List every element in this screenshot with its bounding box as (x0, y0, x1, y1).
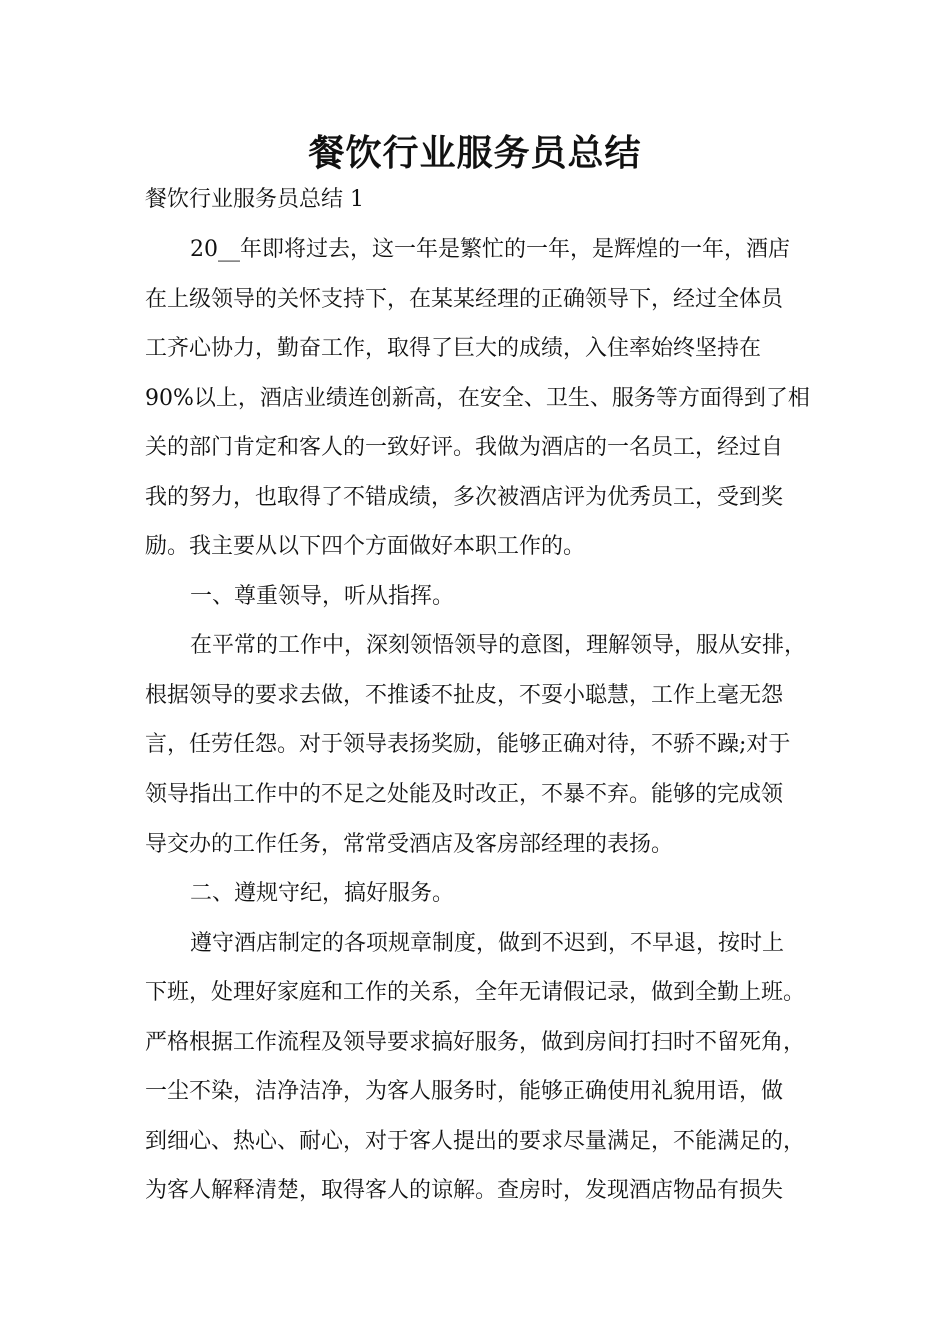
text-line: 我的努力，也取得了不错成绩，多次被酒店评为优秀员工，受到奖 (145, 484, 784, 510)
text-line: 领导指出工作中的不足之处能及时改正，不暴不弃。能够的完成领 (145, 782, 784, 808)
text-line: 为客人解释清楚，取得客人的谅解。查房时，发现酒店物品有损失 (145, 1178, 784, 1204)
section-heading: 餐饮行业服务员总结 1 (145, 187, 364, 212)
text-line: 下班，处理好家庭和工作的关系，全年无请假记录，做到全勤上班。 (145, 980, 806, 1006)
body-text (145, 233, 815, 1224)
text-line: 工齐心协力，勤奋工作，取得了巨大的成绩，入住率始终坚持在 (145, 336, 762, 362)
text-line: 90%以上，酒店业绩连创新高，在安全、卫生、服务等方面得到了相 (145, 385, 810, 411)
text-line: 导交办的工作任务，常常受酒店及客房部经理的表扬。 (145, 831, 674, 857)
document-title: 餐饮行业服务员总结 (308, 132, 642, 174)
subheading-line: 二、遵规守纪，搞好服务。 (190, 881, 455, 907)
text-line: 在上级领导的关怀支持下，在某某经理的正确领导下，经过全体员 (145, 286, 784, 312)
text-line: 严格根据工作流程及领导要求搞好服务，做到房间打扫时不留死角， (145, 1029, 806, 1055)
text-line: 一尘不染，洁净洁净，为客人服务时，能够正确使用礼貌用语，做 (145, 1079, 784, 1105)
text-line: 言，任劳任怨。对于领导表扬奖励，能够正确对待，不骄不躁;对于 (145, 732, 791, 758)
text-line: 关的部门肯定和客人的一致好评。我做为酒店的一名员工，经过自 (145, 435, 784, 461)
text-line: 在平常的工作中，深刻领悟领导的意图，理解领导，服从安排， (190, 633, 807, 659)
text-line: 到细心、热心、耐心，对于客人提出的要求尽量满足，不能满足的， (145, 1128, 806, 1154)
text-line: 20__年即将过去，这一年是繁忙的一年，是辉煌的一年，酒店 (190, 237, 790, 262)
text-line: 励。我主要从以下四个方面做好本职工作的。 (145, 534, 586, 560)
text-line: 遵守酒店制定的各项规章制度，做到不迟到，不早退，按时上 (190, 930, 785, 956)
text-line: 根据领导的要求去做，不推诿不扯皮，不耍小聪慧，工作上毫无怨 (145, 682, 784, 708)
subheading-line: 一、尊重领导，听从指挥。 (190, 583, 455, 609)
